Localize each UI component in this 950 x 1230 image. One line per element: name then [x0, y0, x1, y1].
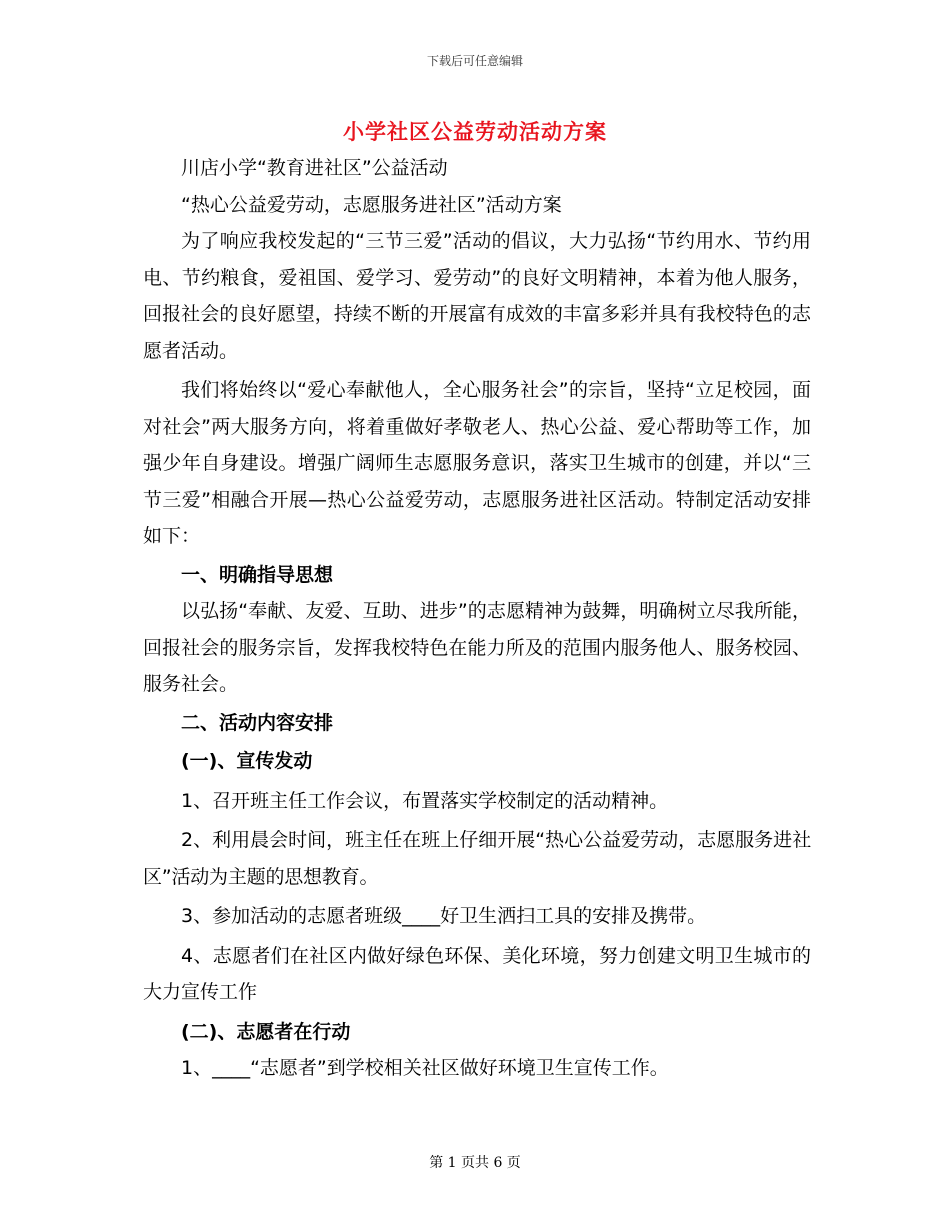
- section-heading-activity-content: 二、活动内容安排: [181, 711, 334, 734]
- list-item-4: 4、志愿者们在社区内做好绿色环保、美化环境，努力创建文明卫生城市的大力宣传工作: [143, 944, 811, 1003]
- page-footer: 第 1 页共 6 页: [429, 1155, 521, 1171]
- section-heading-guiding-ideology: 一、明确指导思想: [181, 563, 334, 586]
- header-note: 下载后可任意编辑: [426, 54, 523, 68]
- paragraph-guiding-ideology: 以弘扬“奉献、友爱、互助、进步”的志愿精神为鼓舞，明确树立尽我所能，回报社会的服务宗旨，发挥我校特色在能力所及的范围内服务他人、服务校园、服务社会。: [143, 600, 811, 695]
- list-item-volunteers-1: 1、____“志愿者”到学校相关社区做好环境卫生宣传工作。: [181, 1057, 669, 1079]
- paragraph-plan-name: “热心公益爱劳动，志愿服务进社区”活动方案: [181, 193, 562, 216]
- subsection-heading-volunteers: (二)、志愿者在行动: [181, 1020, 351, 1043]
- subsection-heading-publicity: (一)、宣传发动: [181, 750, 313, 772]
- document-title: 小学社区公益劳动活动方案: [343, 120, 607, 144]
- paragraph-school-activity: 川店小学“教育进社区”公益活动: [181, 157, 448, 179]
- paragraph-purpose: 我们将始终以“爱心奉献他人，全心服务社会”的宗旨，坚持“立足校园，面对社会”两大服务方向，将着重做好孝敬老人、热心公益、爱心帮助等工作，加强少年自身建设。增强广阔师生志愿服务意识，落实卫生城市的创建，并以“三节三爱”相融合开展—热心公益爱劳动，志愿服务进社区活动。特制定活动安排如下：: [143, 379, 811, 547]
- list-item-1: 1、召开班主任工作会议，布置落实学校制定的活动精神。: [181, 789, 669, 812]
- document-body: [143, 150, 811, 1087]
- list-item-2: 2、利用晨会时间，班主任在班上仔细开展“热心公益爱劳动，志愿服务进社区”活动为主题的思想教育。: [143, 829, 811, 888]
- list-item-3: 3、参加活动的志愿者班级____好卫生洒扫工具的安排及携带。: [181, 905, 707, 927]
- paragraph-intro: 为了响应我校发起的“三节三爱”活动的倡议，大力弘扬“节约用水、节约用电、节约粮食，爱祖国、爱学习、爱劳动”的良好文明精神，本着为他人服务，回报社会的良好愿望，持续不断的开展富有成效的丰富多彩并具有我校特色的志愿者活动。: [143, 230, 811, 362]
